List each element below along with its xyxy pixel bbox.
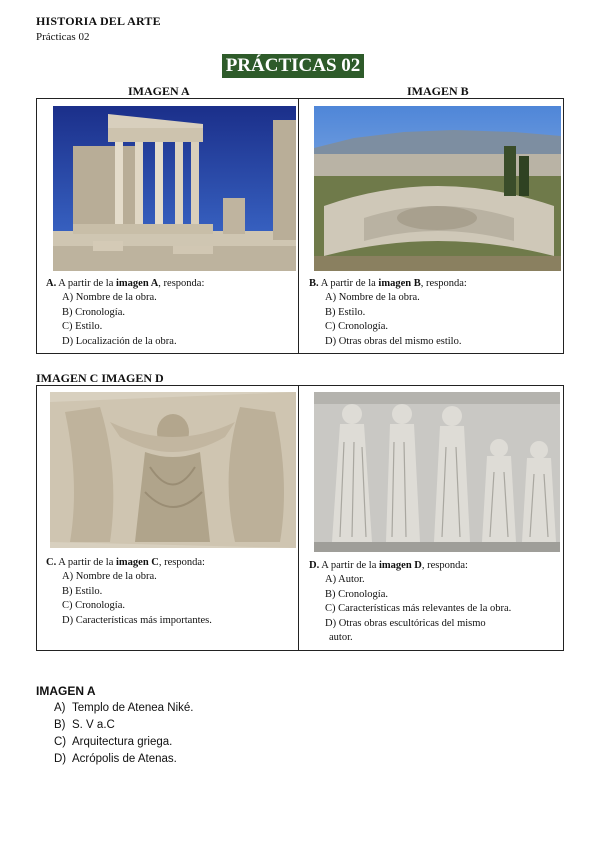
document-title: HISTORIA DEL ARTE [36,14,161,28]
imagen-a-item: A) Nombre de la obra. [62,292,157,304]
top-table-divider [298,98,299,354]
imagen-b-questions [309,277,559,349]
imagen-cd-label: IMAGEN C IMAGEN D [36,371,164,385]
imagen-d-item: A) Autor. [325,574,365,586]
imagen-b-item: B) Estilo. [325,306,366,318]
imagen-b-picture [314,106,561,271]
imagen-a-item: C) Estilo. [62,321,103,333]
imagen-d-questions [309,559,559,645]
imagen-a-questions [46,277,296,349]
imagen-d-item: B) Cronología. [325,588,388,600]
imagen-c-item: B) Estilo. [62,585,103,597]
imagen-d-lead: D. A partir de la imagen D, responda: [309,560,468,571]
imagen-b-item: A) Nombre de la obra. [325,292,420,304]
imagen-a-label: IMAGEN A [128,84,190,98]
imagen-d-picture [314,392,560,552]
imagen-d-item: C) Características más relevantes de la obra. [325,603,512,615]
imagen-d-item: autor. [329,632,353,644]
answer-item: D) Acrópolis de Atenas. [54,753,177,765]
imagen-c-item: C) Cronología. [62,600,125,612]
imagen-c-picture [50,392,296,548]
imagen-b-item: D) Otras obras del mismo estilo. [325,335,462,347]
imagen-b-lead: B. A partir de la imagen B, responda: [309,278,467,289]
answer-item: A) Templo de Atenea Niké. [54,702,194,714]
imagen-c-lead: C. A partir de la imagen C, responda: [46,557,205,568]
imagen-a-lead: A. A partir de la imagen A, responda: [46,278,205,289]
imagen-c-questions [46,556,296,628]
imagen-c-item: D) Características más importantes. [62,614,212,626]
answer-item: C) Arquitectura griega. [54,736,173,748]
imagen-a-item: D) Localización de la obra. [62,335,177,347]
imagen-a-picture [53,106,296,271]
document-subtitle: Prácticas 02 [36,31,90,43]
imagen-a-item: B) Cronología. [62,306,125,318]
imagen-d-item: D) Otras obras escultóricas del mismo [325,617,486,629]
answers-title: IMAGEN A [36,684,96,698]
imagen-b-label: IMAGEN B [407,84,469,98]
answer-item: B) S. V a.C [54,719,115,731]
answers-list [54,700,193,768]
imagen-b-item: C) Cronología. [325,321,388,333]
imagen-c-item: A) Nombre de la obra. [62,571,157,583]
practicas-banner: PRÁCTICAS 02 [222,54,364,78]
bottom-table-divider [298,385,299,651]
